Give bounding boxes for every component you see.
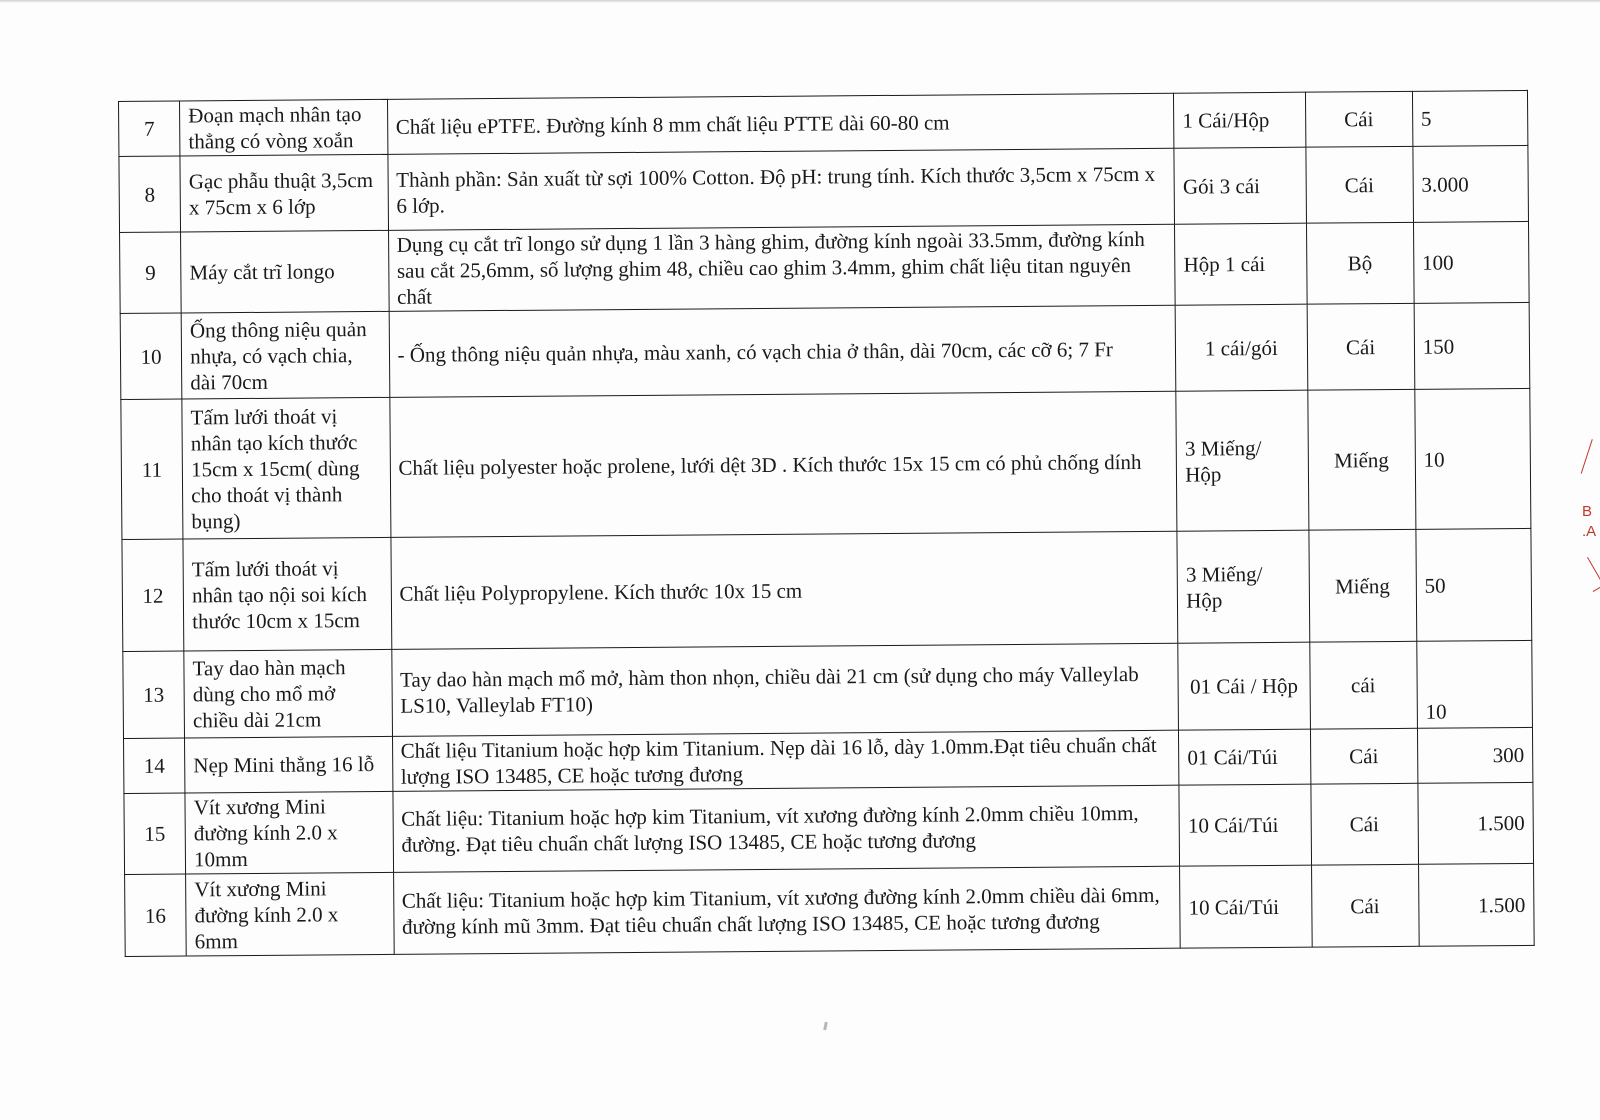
row-number: 11 (121, 399, 183, 539)
item-packaging: 01 Cái/Túi (1179, 729, 1311, 785)
item-packaging: 01 Cái / Hộp (1178, 642, 1310, 730)
item-name: Ống thông niệu quản nhựa, có vạch chia, dài 70cm (181, 311, 389, 399)
item-specification: Chất liệu ePTFE. Đường kính 8 mm chất liệu PTTE dài 60-80 cm (387, 93, 1174, 154)
margin-bracket-mark (1581, 439, 1600, 477)
item-quantity: 10 (1415, 388, 1531, 529)
item-name: Gạc phẫu thuật 3,5cm x 75cm x 6 lớp (180, 154, 388, 232)
item-specification: Chất liệu Titanium hoặc hợp kim Titanium. Nẹp dài 16 lỗ, dày 1.0mm.Đạt tiêu chuẩn chất lượng ISO 13485, CE hoặc tương đương (392, 730, 1179, 791)
item-specification: Thành phần: Sản xuất từ sợi 100% Cotton. Độ pH: trung tính. Kích thước 3,5cm x 75cm x 6 lớp. (387, 148, 1174, 230)
table-row (120, 221, 1530, 313)
item-quantity: 1.500 (1418, 782, 1534, 864)
table-row (123, 640, 1533, 738)
item-packaging: 3 Miếng/ Hộp (1177, 530, 1309, 643)
item-packaging: Hộp 1 cái (1175, 223, 1307, 305)
item-specification: Dụng cụ cắt trĩ longo sử dụng 1 lần 3 hàng ghim, đường kính ngoài 33.5mm, đường kính sau cắt 25,6mm, số lượng ghim 48, chiều cao ghim 3.4mm, ghim chất liệu titan nguyên chất (388, 224, 1175, 311)
table-row (120, 302, 1530, 399)
row-number: 14 (124, 738, 186, 793)
scan-edge (0, 0, 1600, 3)
item-name: Tấm lưới thoát vị nhân tạo kích thước 15cm x 15cm( dùng cho thoát vị thành bụng) (182, 397, 391, 539)
table-row (119, 145, 1529, 232)
item-name: Vít xương Mini đường kính 2.0 x 6mm (186, 872, 394, 956)
item-specification: Chất liệu polyester hoặc prolene, lưới dệt 3D . Kích thước 15x 15 cm có phủ chống dính (389, 391, 1177, 537)
item-name: Nẹp Mini thẳng 16 lỗ (185, 736, 393, 793)
item-name: Tấm lưới thoát vị nhân tạo nội soi kích thước 10cm x 15cm (183, 537, 391, 651)
supply-items-table (118, 90, 1535, 957)
row-number: 15 (124, 793, 186, 874)
margin-annotation-letters: B .A (1582, 503, 1597, 540)
scan-speck (823, 1022, 828, 1030)
item-quantity: 50 (1416, 528, 1532, 641)
item-name: Vít xương Mini đường kính 2.0 x 10mm (185, 791, 393, 874)
item-quantity: 100 (1413, 221, 1529, 303)
margin-annotation (1580, 440, 1600, 590)
item-specification: Chất liệu: Titanium hoặc hợp kim Titanium, vít xương đường kính 2.0mm chiều dài 6mm, đường kính mũ 3mm. Đạt tiêu chuẩn chất lượng ISO 13485, CE hoặc tương đương (393, 866, 1180, 954)
row-number: 16 (125, 874, 187, 956)
item-specification: Chất liệu: Titanium hoặc hợp kim Titanium, vít xương đường kính 2.0mm chiều 10mm, đường. Đạt tiêu chuẩn chất lượng ISO 13485, CE hoặc tương đương (392, 785, 1179, 872)
item-packaging: 1 cái/gói (1175, 304, 1307, 391)
margin-scribble-mark (1577, 557, 1600, 592)
item-unit: Bộ (1306, 222, 1414, 304)
item-packaging: 3 Miếng/ Hộp (1176, 390, 1308, 531)
item-unit: Cái (1305, 146, 1413, 223)
item-name: Máy cắt trĩ longo (181, 230, 389, 313)
item-quantity: 150 (1414, 302, 1530, 389)
table-container (118, 90, 1535, 957)
table-row (124, 782, 1534, 874)
item-quantity: 3.000 (1413, 145, 1529, 222)
item-unit: Cái (1307, 303, 1415, 390)
item-packaging: 10 Cái/Túi (1179, 784, 1311, 866)
item-packaging: Gói 3 cái (1174, 147, 1306, 224)
item-unit: Cái (1310, 728, 1418, 784)
row-number: 9 (120, 232, 182, 313)
item-quantity: 5 (1412, 90, 1528, 146)
item-packaging: 10 Cái/Túi (1180, 865, 1312, 948)
row-number: 10 (120, 313, 182, 399)
item-unit: Cái (1305, 91, 1413, 147)
item-specification: Chất liệu Polypropylene. Kích thước 10x 15 cm (390, 531, 1178, 649)
item-unit: Miếng (1307, 389, 1415, 530)
item-quantity: 1.500 (1418, 863, 1534, 946)
item-name: Đoạn mạch nhân tạo thẳng có vòng xoắn (180, 99, 388, 156)
item-unit: Miếng (1308, 529, 1416, 642)
item-unit: Cái (1310, 783, 1418, 865)
row-number: 13 (123, 651, 185, 738)
item-packaging: 1 Cái/Hộp (1174, 92, 1306, 148)
item-name: Tay dao hàn mạch dùng cho mổ mở chiều dài 21cm (184, 649, 392, 738)
table-row (122, 528, 1532, 651)
row-number: 7 (119, 101, 181, 156)
item-quantity: 300 (1417, 727, 1533, 783)
item-specification: - Ống thông niệu quản nhựa, màu xanh, có vạch chia ở thân, dài 70cm, các cỡ 6; 7 Fr (389, 305, 1176, 397)
table-row (125, 863, 1535, 956)
table-row (121, 388, 1531, 539)
item-specification: Tay dao hàn mạch mổ mở, hàm thon nhọn, chiều dài 21 cm (sử dụng cho máy Valleylab LS10, Valleylab FT10) (391, 643, 1178, 736)
item-unit: cái (1309, 641, 1417, 729)
item-unit: Cái (1311, 864, 1419, 947)
row-number: 12 (122, 539, 184, 651)
row-number: 8 (119, 156, 181, 232)
item-quantity: 10 (1417, 640, 1533, 728)
